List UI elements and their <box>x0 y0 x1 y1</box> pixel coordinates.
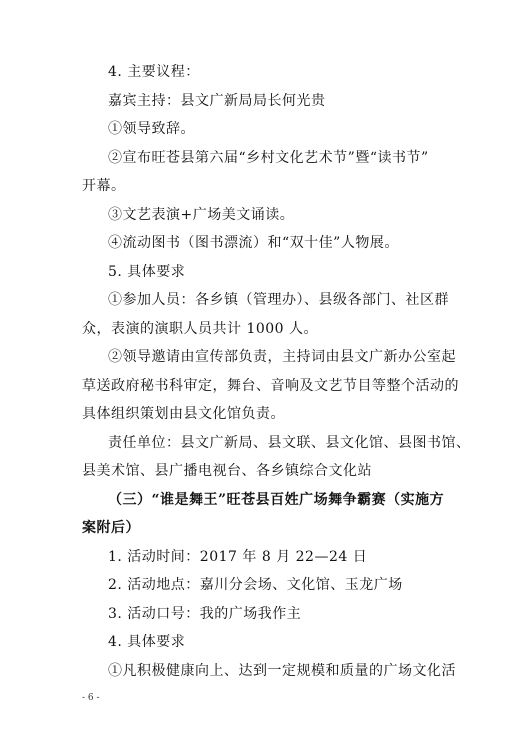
specific-requirements-heading: 4. 具体要求 <box>108 634 186 650</box>
requirements-heading: 5. 具体要求 <box>108 264 186 280</box>
requirement-2-continued-2: 具体组织策划由县文化馆负责。 <box>82 406 285 422</box>
agenda-item-2-continued: 开幕。 <box>82 178 126 194</box>
agenda-item-2: ②宣布旺苍县第六届“乡村文化艺术节”暨“读书节” <box>108 150 429 166</box>
responsible-units: 责任单位：县文广新局、县文联、县文化馆、县图书馆、 <box>108 435 471 451</box>
agenda-heading: 4. 主要议程： <box>108 64 200 80</box>
requirement-2: ②领导邀请由宣传部负责，主持词由县文广新办公室起 <box>108 349 456 365</box>
agenda-item-3: ③文艺表演+广场美文诵读。 <box>108 207 295 223</box>
page-number: - 6 - <box>82 693 100 703</box>
event-location: 2. 活动地点：嘉川分会场、文化馆、玉龙广场 <box>108 577 403 593</box>
agenda-item-1: ①领导致辞。 <box>108 121 195 137</box>
requirement-2-continued-1: 草送政府秘书科审定，舞台、音响及文艺节目等整个活动的 <box>82 378 459 394</box>
responsible-units-continued: 县美术馆、县广播电视台、各乡镇综合文化站 <box>82 463 372 479</box>
section-3-heading: （三）“谁是舞王”旺苍县百姓广场舞争霸赛（实施方 <box>108 492 445 508</box>
host-line: 嘉宾主持：县文广新局局长何光贵 <box>108 93 326 109</box>
section-3-heading-continued: 案附后） <box>82 520 140 536</box>
requirement-1-continued: 众，表演的演职人员共计 1000 人。 <box>82 321 319 337</box>
agenda-item-4: ④流动图书（图书漂流）和“双十佳”人物展。 <box>108 235 399 251</box>
specific-requirement-1: ①凡积极健康向上、达到一定规模和质量的广场文化活 <box>108 663 456 679</box>
event-time: 1. 活动时间：2017 年 8 月 22—24 日 <box>108 549 368 565</box>
event-slogan: 3. 活动口号：我的广场我作主 <box>108 606 302 622</box>
requirement-1: ①参加人员：各乡镇（管理办）、县级各部门、社区群 <box>108 292 449 308</box>
